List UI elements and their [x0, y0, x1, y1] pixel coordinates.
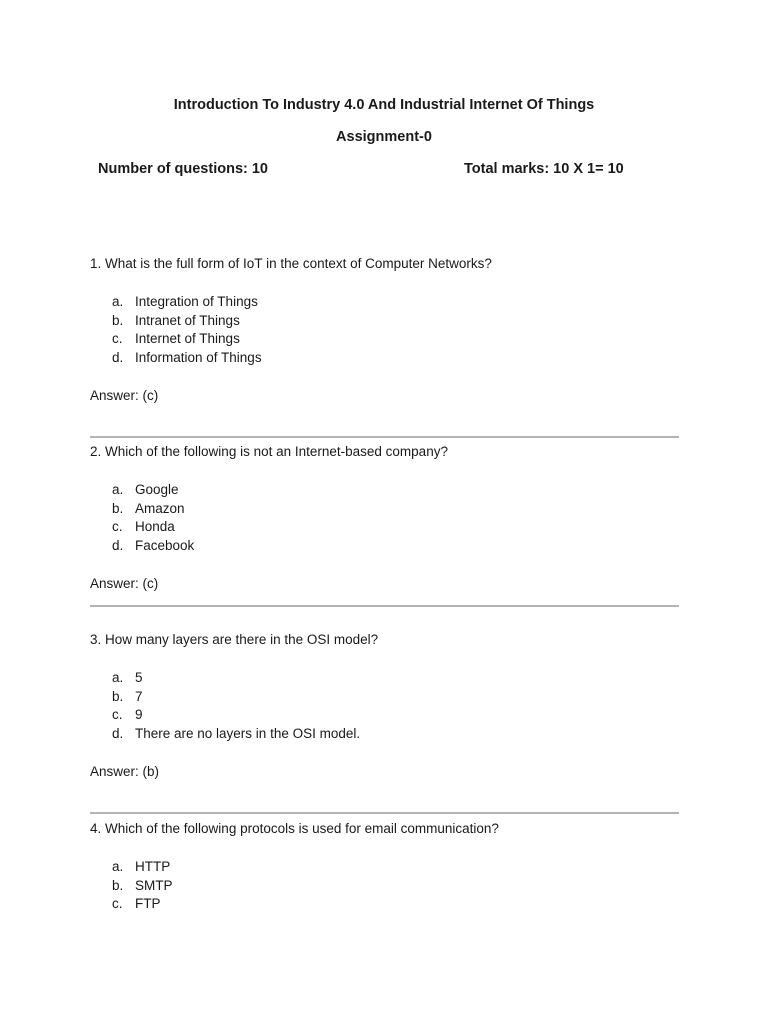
options-list: [90, 293, 680, 367]
total-marks: Total marks: 10 X 1= 10: [464, 161, 624, 177]
options-list: [90, 481, 680, 555]
option-d: [90, 349, 680, 368]
divider: [90, 605, 679, 607]
option-text: Facebook: [135, 537, 195, 553]
option-letter: a.: [112, 670, 124, 685]
option-text: There are no layers in the OSI model.: [135, 725, 361, 741]
option-letter: a.: [112, 482, 124, 497]
option-text: Information of Things: [135, 349, 262, 365]
option-b: [90, 688, 680, 707]
option-text: Google: [135, 482, 179, 497]
option-letter: b.: [112, 688, 124, 704]
option-a: [90, 293, 680, 312]
option-b: [90, 500, 680, 519]
option-c: [90, 895, 680, 914]
answer-text: Answer: (c): [90, 388, 159, 403]
divider: [90, 812, 679, 814]
question-text: 2. Which of the following is not an Internet-based company?: [90, 444, 448, 459]
option-letter: d.: [112, 537, 124, 553]
answer-text: Answer: (c): [90, 576, 159, 591]
question-3: [90, 631, 680, 781]
option-a: [90, 481, 680, 500]
assignment-label: Assignment-0: [336, 129, 432, 145]
option-c: [90, 330, 680, 349]
option-b: [90, 877, 680, 896]
option-text: FTP: [135, 896, 161, 911]
option-text: 7: [135, 688, 143, 704]
option-letter: c.: [112, 519, 123, 534]
option-a: [90, 858, 680, 877]
option-letter: c.: [112, 896, 123, 911]
option-letter: b.: [112, 312, 124, 328]
option-text: Intranet of Things: [135, 312, 240, 328]
option-letter: d.: [112, 725, 124, 741]
option-b: [90, 312, 680, 331]
option-d: [90, 725, 680, 744]
option-text: Honda: [135, 519, 175, 534]
option-text: SMTP: [135, 877, 173, 893]
option-text: 5: [135, 670, 143, 685]
option-letter: c.: [112, 331, 123, 346]
question-count: Number of questions: 10: [98, 161, 268, 177]
answer-text: Answer: (b): [90, 764, 160, 779]
option-c: [90, 518, 680, 537]
option-text: HTTP: [135, 859, 171, 874]
option-letter: a.: [112, 294, 124, 309]
divider: [90, 436, 679, 438]
options-list: [90, 669, 680, 743]
question-text: 3. How many layers are there in the OSI model?: [90, 632, 379, 647]
question-2: [90, 443, 680, 593]
option-letter: a.: [112, 859, 124, 874]
question-text: 1. What is the full form of IoT in the context of Computer Networks?: [90, 256, 492, 271]
question-4: [90, 820, 680, 914]
question-text: 4. Which of the following protocols is used for email communication?: [90, 821, 499, 836]
document-title: Introduction To Industry 4.0 And Industrial Internet Of Things: [173, 97, 595, 113]
question-1: [90, 255, 680, 405]
option-text: Integration of Things: [135, 294, 258, 309]
option-a: [90, 669, 680, 688]
option-c: [90, 706, 680, 725]
option-text: Internet of Things: [135, 331, 240, 346]
option-letter: b.: [112, 500, 124, 516]
option-letter: c.: [112, 707, 123, 722]
option-text: 9: [135, 707, 143, 722]
option-letter: d.: [112, 349, 124, 365]
option-d: [90, 537, 680, 556]
option-letter: b.: [112, 877, 124, 893]
option-text: Amazon: [135, 500, 185, 516]
options-list: [90, 858, 680, 914]
